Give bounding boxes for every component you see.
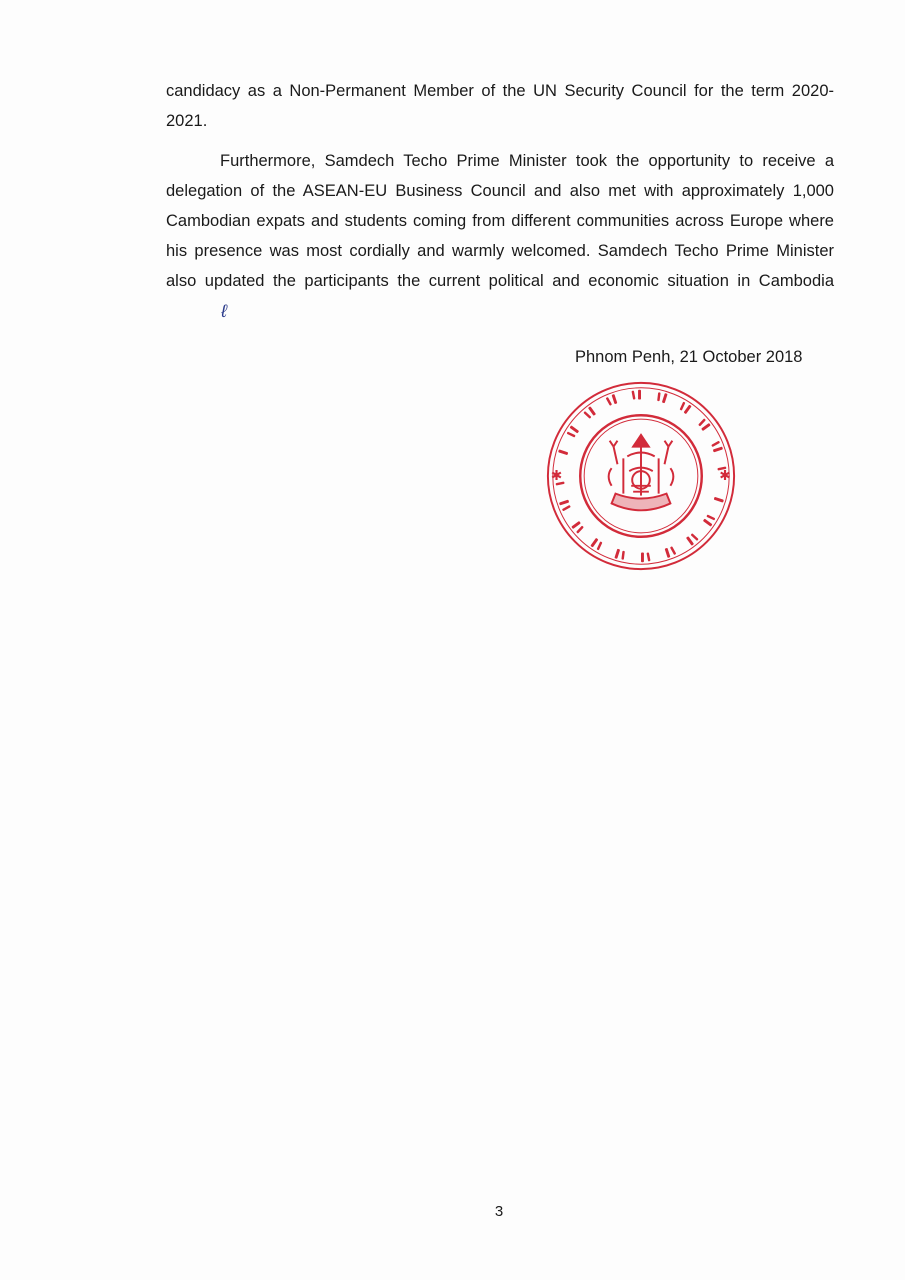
svg-text:✱: ✱ [719, 467, 731, 484]
svg-text:✱: ✱ [550, 467, 563, 484]
page-number: 3 [494, 1203, 504, 1220]
dateline: Phnom Penh, 21 October 2018 [575, 348, 803, 366]
paragraph-1-text: candidacy as a Non-Permanent Member of the UN Security Council for the term 2020-2021. [166, 82, 834, 130]
paragraph-2 [166, 146, 834, 327]
paragraph-2-text: Furthermore, Samdech Techo Prime Minister took the opportunity to receive a delegation of the ASEAN-EU Business Council and also met with approximately 1,000 Cambodian expats and students coming from different communities across Europe where his presence was most cordially and warmly welcomed. Samdech Techo Prime Minister also updated the participants the current political and economic situation in Cambodia [166, 152, 834, 290]
paragraph-1 [166, 76, 834, 136]
closing-mark: ℓ [221, 301, 227, 321]
official-seal-icon [543, 378, 739, 574]
seal-emblem [609, 435, 674, 510]
